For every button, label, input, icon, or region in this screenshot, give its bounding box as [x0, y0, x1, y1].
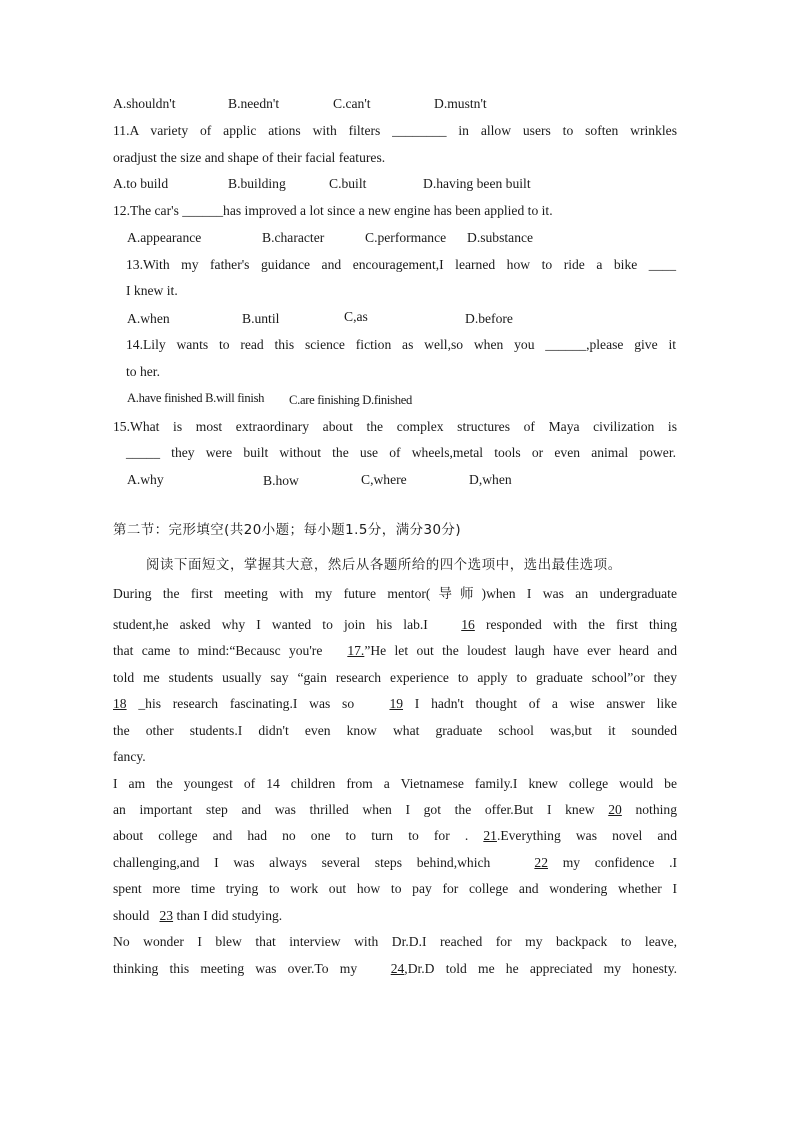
q13-stem-line1: 13.With my father's guidance and encouragement,I learned how to ride a bike ____ — [126, 257, 676, 272]
passage-line: that came to mind:“Becausc you're 17.”He let out the loudest laugh have ever heard and — [113, 643, 677, 658]
q11-option-b: B.building — [228, 176, 286, 191]
passage-line: thinking this meeting was over.To my 24,Dr.D told me he appreciated my honesty. — [113, 961, 678, 976]
q11-option-a: A.to build — [113, 176, 169, 191]
blank-23: 23 — [159, 908, 174, 923]
passage-line: I am the youngest of 14 children from a Vietnamese family.I knew college would be — [113, 776, 677, 791]
q12-option-d: D.substance — [467, 230, 534, 245]
q12-option-b: B.character — [262, 230, 325, 245]
passage-line: challenging,and I was always several steps behind,which 22 my confidence .I — [113, 855, 677, 870]
passage-line: spent more time trying to work out how to pay for college and wondering whether I — [113, 881, 677, 896]
q15-stem-line1: 15.What is most extraordinary about the complex structures of Maya civilization is — [113, 419, 677, 434]
passage-line: 18 _his research fascinating.I was so 19 I hadn't thought of a wise answer like — [113, 696, 677, 711]
blank-17: 17. — [347, 643, 365, 658]
q12-option-c: C.performance — [365, 230, 447, 245]
blank-19: 19 — [389, 696, 404, 711]
section-heading: 第二节：完形填空(共20小题；每小题1.5分，满分30分) — [113, 523, 462, 538]
q14-stem-line1: 14.Lily wants to read this science fiction as well,so when you ______,please give it — [126, 337, 676, 352]
passage-line: fancy. — [113, 749, 146, 764]
blank-18: 18 — [113, 696, 127, 711]
blank-16: 16 — [461, 617, 475, 632]
q10-option-b: B.needn't — [228, 96, 280, 111]
q13-option-a: A.when — [127, 311, 170, 326]
q15-option-d: D,when — [469, 472, 512, 487]
q12-stem-line1: 12.The car's ______has improved a lot since a new engine has been applied to it. — [113, 203, 553, 218]
passage-line: No wonder I blew that interview with Dr.D.I reached for my backpack to leave, — [113, 934, 677, 949]
q10-option-c: C.can't — [333, 96, 371, 111]
q12-option-a: A.appearance — [127, 230, 202, 245]
q15-stem-line2: _____ they were built without the use of wheels,metal tools or even animal power. — [126, 445, 676, 460]
blank-22: 22 — [534, 855, 548, 870]
q11-stem-line2: oradjust the size and shape of their facial features. — [113, 150, 386, 165]
passage-line: the other students.I didn't even know what graduate school was,but it sounded — [113, 723, 677, 738]
q13-option-c: C,as — [344, 309, 368, 324]
blank-20: 20 — [608, 802, 622, 817]
q15-option-c: C,where — [361, 472, 407, 487]
q11-option-c: C.built — [329, 176, 367, 191]
q10-option-a: A.shouldn't — [113, 96, 176, 111]
q14-option-ab: A.have finished B.will finish — [127, 391, 265, 405]
q14-option-cd: C.are finishing D.finished — [289, 393, 413, 407]
passage-line: an important step and was thrilled when I got the offer.But I knew 20 nothing — [113, 802, 677, 817]
passage-line: should 23 than I did studying. — [113, 908, 283, 923]
blank-24: 24 — [390, 961, 405, 976]
passage-line: student,he asked why I wanted to join his lab.I 16 responded with the first thing — [113, 617, 677, 632]
q13-option-b: B.until — [242, 311, 280, 326]
q11-option-d: D.having been built — [423, 176, 531, 191]
passage-line: During the first meeting with my future mentor(导师)when I was an undergraduate — [113, 586, 677, 601]
q15-option-a: A.why — [127, 472, 164, 487]
q10-option-d: D.mustn't — [434, 96, 487, 111]
passage-line: told me students usually say “gain research experience to apply to graduate school”or they — [113, 670, 677, 685]
q13-stem-line2: I knew it. — [126, 283, 178, 298]
q14-stem-line2: to her. — [126, 364, 160, 379]
passage-line: about college and had no one to turn to for . 21.Everything was novel and — [113, 828, 678, 843]
q13-option-d: D.before — [465, 311, 513, 326]
q11-stem-line1: 11.A variety of applic ations with filters ________ in allow users to soften wrinkles — [113, 123, 677, 138]
blank-21: 21 — [483, 828, 497, 843]
q15-option-b: B.how — [263, 473, 299, 488]
section-instruction: 阅读下面短文，掌握其大意，然后从各题所给的四个选项中，选出最佳选项。 — [146, 558, 622, 573]
